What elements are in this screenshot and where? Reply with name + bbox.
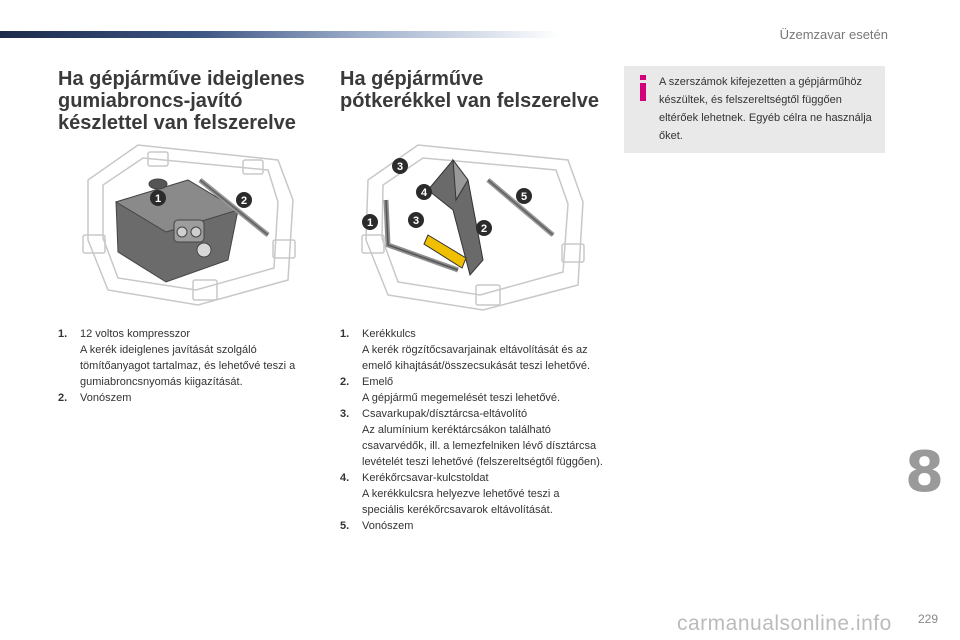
svg-text:1: 1 <box>366 217 374 229</box>
svg-text:3: 3 <box>412 215 420 227</box>
item-number: 5. <box>340 520 350 532</box>
list-item <box>340 374 604 406</box>
callout-3-top <box>392 158 408 174</box>
svg-text:2: 2 <box>240 195 248 207</box>
item-name: Kerékkulcs <box>362 328 416 340</box>
spare-wheel-tools-list <box>340 326 604 534</box>
section-title-spare-wheel: Ha gépjárműve pótkerékkel van felszerelve <box>340 68 600 112</box>
list-item <box>340 470 604 518</box>
info-text: A szerszámok kifejezetten a gépjárműhöz készültek, és felszereltségtől függően eltérőek lehetnek. Egyéb célra ne használja őket. <box>659 76 872 142</box>
list-item <box>340 326 604 374</box>
jack <box>424 160 483 275</box>
info-box <box>624 66 885 153</box>
callout-3-bottom <box>408 212 424 228</box>
item-number: 2. <box>58 392 68 404</box>
item-number: 1. <box>340 328 350 340</box>
item-number: 3. <box>340 408 350 420</box>
list-item <box>340 406 604 470</box>
chapter-title: Üzemzavar esetén <box>779 27 888 42</box>
item-description: A kerék ideiglenes javítását szolgáló tömítőanyagot tartalmaz, és lehetővé teszi a gumiabroncsnyomás kiigazítását. <box>80 344 296 388</box>
repair-kit-list <box>58 326 320 406</box>
item-description: A gépjármű megemelését teszi lehetővé. <box>362 392 561 404</box>
header-bar <box>0 31 560 38</box>
chapter-number: 8 <box>905 440 944 505</box>
page-number: 229 <box>917 612 938 626</box>
callout-2 <box>236 192 252 208</box>
item-description: A kerékkulcsra helyezve lehetővé teszi a speciális kerékőrcsavarok eltávolítását. <box>362 488 560 516</box>
item-name: 12 voltos kompresszor <box>80 328 191 340</box>
item-name: Vonószem <box>80 392 132 404</box>
section-title-repair-kit: Ha gépjárműve ideiglenes gumiabroncs-javító készlettel van felszerelve <box>58 68 305 134</box>
svg-text:4: 4 <box>420 187 428 199</box>
item-name: Kerékőrcsavar-kulcstoldat <box>362 472 489 484</box>
list-item <box>58 390 320 406</box>
item-number: 2. <box>340 376 350 388</box>
list-item <box>58 326 320 390</box>
list-item <box>340 518 604 534</box>
repair-kit-illustration <box>78 140 300 310</box>
spare-wheel-tools-illustration <box>358 140 588 315</box>
svg-text:5: 5 <box>520 191 528 203</box>
callout-2 <box>476 220 492 236</box>
towing-eye <box>488 180 553 235</box>
callout-5 <box>516 188 532 204</box>
item-description: A kerék rögzítőcsavarjainak eltávolítását és az emelő kihajtását/összecsukását teszi lehetővé. <box>362 344 591 372</box>
item-number: 4. <box>340 472 350 484</box>
svg-text:1: 1 <box>154 193 162 205</box>
item-name: Vonószem <box>362 520 414 532</box>
item-description: Az alumínium keréktárcsákon található csavarvédők, ill. a lemezfelniken lévő dísztárcsa levételét teszi lehetővé (felszereltségtől függően). <box>362 424 603 468</box>
watermark: carmanualsonline.info <box>677 612 892 635</box>
svg-text:2: 2 <box>480 223 488 235</box>
svg-text:3: 3 <box>396 161 404 173</box>
info-icon <box>636 75 650 101</box>
callout-1 <box>150 190 166 206</box>
callout-1 <box>362 214 378 230</box>
wheel-brace <box>386 200 458 270</box>
item-number: 1. <box>58 328 68 340</box>
callout-4 <box>416 184 432 200</box>
item-name: Csavarkupak/dísztárcsa-eltávolító <box>362 408 528 420</box>
item-name: Emelő <box>362 376 394 388</box>
